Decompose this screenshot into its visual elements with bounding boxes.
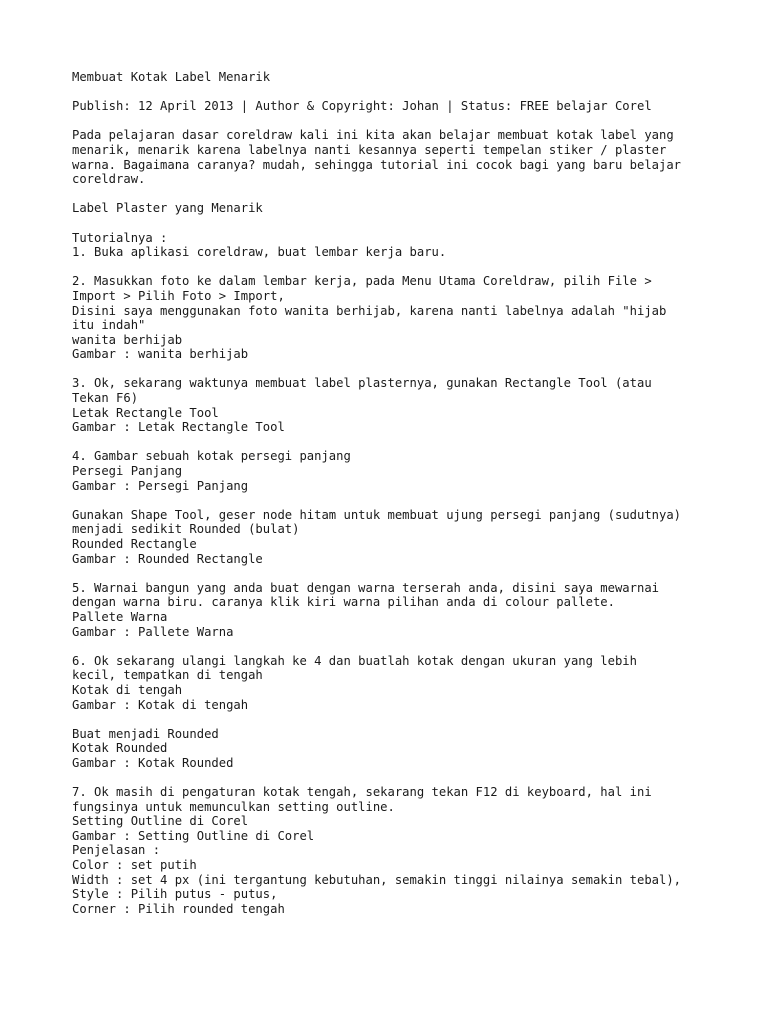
spacer: [72, 216, 712, 231]
image-caption: Kotak Rounded: [72, 741, 168, 756]
image-caption: Setting Outline di Corel: [72, 814, 249, 829]
image-caption: Persegi Panjang: [72, 464, 183, 479]
spacer: [72, 362, 712, 377]
step-line: Tekan F6): [72, 391, 139, 406]
step-3: [72, 376, 712, 434]
image-caption: Letak Rectangle Tool: [72, 405, 219, 420]
image-caption: wanita berhijab: [72, 332, 183, 347]
image-reference: Gambar : Setting Outline di Corel: [72, 828, 315, 843]
image-reference: Gambar : Rounded Rectangle: [72, 551, 263, 566]
step-6: [72, 654, 712, 712]
step-line: 4. Gambar sebuah kotak persegi panjang: [72, 449, 351, 464]
step-line: 5. Warnai bangun yang anda buat dengan warna terserah anda, disini saya mewarnai: [72, 580, 659, 595]
step-4: [72, 449, 712, 493]
intro-line: coreldraw.: [72, 172, 146, 187]
step-line: kecil, tempatkan di tengah: [72, 668, 263, 683]
image-caption: Kotak di tengah: [72, 682, 183, 697]
step-2: [72, 274, 712, 362]
step-5: [72, 581, 712, 639]
spacer: [72, 85, 712, 100]
setting-corner: Corner : Pilih rounded tengah: [72, 901, 285, 916]
step-line: Gunakan Shape Tool, geser node hitam untuk membuat ujung persegi panjang (sudutnya): [72, 507, 682, 522]
step-line: Buat menjadi Rounded: [72, 726, 219, 741]
image-caption: Pallete Warna: [72, 609, 168, 624]
image-reference: Gambar : Persegi Panjang: [72, 478, 249, 493]
image-reference: Gambar : Kotak Rounded: [72, 755, 234, 770]
rounded-step: [72, 727, 712, 771]
step-line: fungsinya untuk memunculkan setting outline.: [72, 799, 395, 814]
image-reference: Gambar : Kotak di tengah: [72, 697, 249, 712]
step-line: Disini saya menggunakan foto wanita berhijab, karena nanti labelnya adalah "hijab: [72, 303, 667, 318]
publish-info: Publish: 12 April 2013 | Author & Copyright: Johan | Status: FREE belajar Corel: [72, 99, 652, 114]
spacer: [72, 712, 712, 727]
intro-line: menarik, menarik karena labelnya nanti kesannya seperti tempelan stiker / plaster: [72, 142, 667, 157]
document-page: [72, 70, 712, 916]
shape-tool-step: [72, 508, 712, 566]
spacer: [72, 435, 712, 450]
step-line: 3. Ok, sekarang waktunya membuat label plasternya, gunakan Rectangle Tool (atau: [72, 376, 652, 391]
spacer: [72, 260, 712, 275]
image-reference: Gambar : Pallete Warna: [72, 624, 234, 639]
step-line: Import > Pilih Foto > Import,: [72, 288, 285, 303]
image-caption: Rounded Rectangle: [72, 537, 197, 551]
explanation-heading: Penjelasan :: [72, 843, 161, 858]
step-line: 7. Ok masih di pengaturan kotak tengah, sekarang tekan F12 di keyboard, hal ini: [72, 785, 652, 800]
step-line: dengan warna biru. caranya klik kiri warna pilihan anda di colour pallete.: [72, 595, 615, 610]
intro-line: Pada pelajaran dasar coreldraw kali ini kita akan belajar membuat kotak label yang: [72, 128, 674, 143]
setting-width: Width : set 4 px (ini tergantung kebutuhan, semakin tinggi nilainya semakin tebal),: [72, 872, 682, 887]
spacer: [72, 566, 712, 581]
setting-color: Color : set putih: [72, 858, 197, 873]
intro-line: warna. Bagaimana caranya? mudah, sehingga tutorial ini cocok bagi yang baru belajar: [72, 157, 682, 172]
step-line: 2. Masukkan foto ke dalam lembar kerja, pada Menu Utama Coreldraw, pilih File >: [72, 274, 652, 289]
spacer: [72, 771, 712, 786]
step-line: 6. Ok sekarang ulangi langkah ke 4 dan buatlah kotak dengan ukuran yang lebih: [72, 653, 637, 668]
step-7: [72, 785, 712, 916]
step-1: 1. Buka aplikasi coreldraw, buat lembar kerja baru.: [72, 245, 447, 260]
tutorial-heading: Tutorialnya :: [72, 230, 168, 245]
step-line: itu indah": [72, 318, 146, 333]
step-line: menjadi sedikit Rounded (bulat): [72, 522, 300, 537]
spacer: [72, 639, 712, 654]
spacer: [72, 114, 712, 129]
spacer: [72, 187, 712, 202]
intro-paragraph: [72, 128, 712, 186]
image-reference: Gambar : wanita berhijab: [72, 347, 249, 362]
document-title: Membuat Kotak Label Menarik: [72, 70, 271, 84]
spacer: [72, 493, 712, 508]
image-reference: Gambar : Letak Rectangle Tool: [72, 420, 285, 435]
setting-style: Style : Pilih putus - putus,: [72, 887, 278, 902]
section-subtitle: Label Plaster yang Menarik: [72, 201, 263, 216]
